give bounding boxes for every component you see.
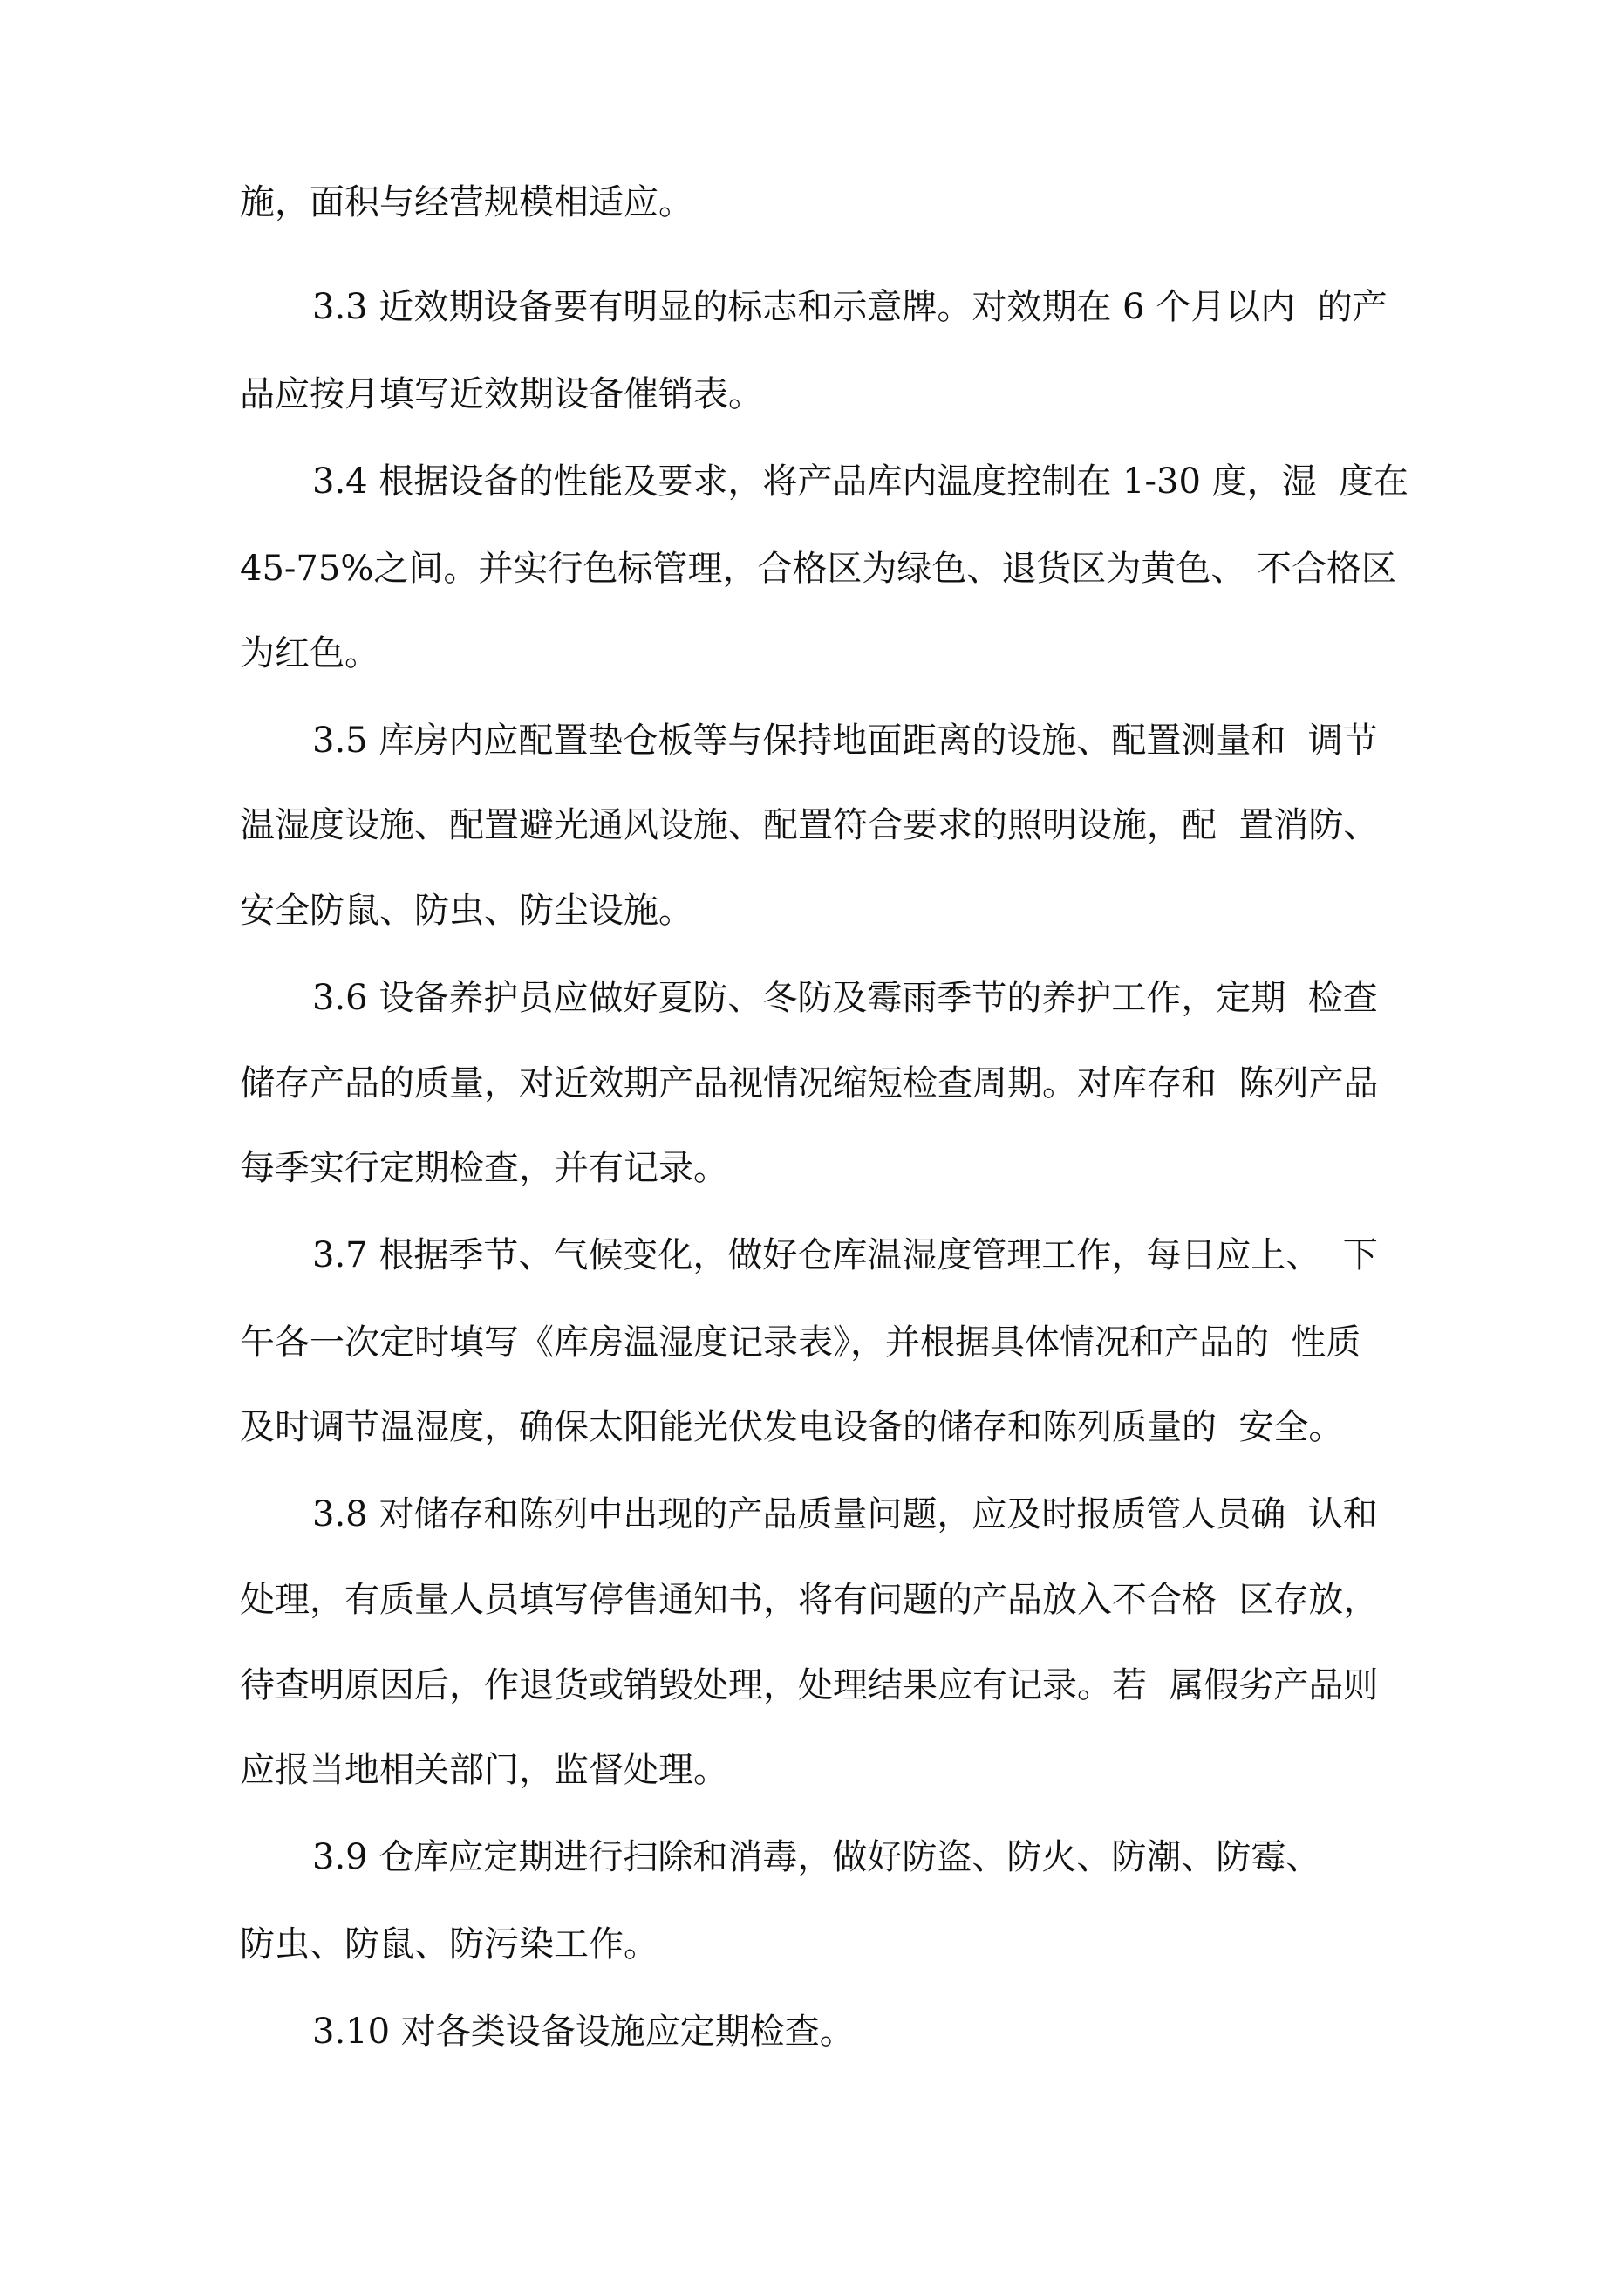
text-line-11: 储存产品的质量，对近效期产品视情况缩短检查周期。对库存和 陈列产品: [240, 1063, 1379, 1104]
text-line-20: 3.9 仓库应定期进行扫除和消毒，做好防盗、防火、防潮、防霉、: [312, 1837, 1321, 1877]
text-line-8: 温湿度设施、配置避光通风设施、配置符合要求的照明设施，配 置消防、: [240, 805, 1379, 845]
text-line-18: 待查明原因后，作退货或销毁处理，处理结果应有记录。若 属假劣产品则: [240, 1665, 1379, 1705]
text-line-15: 及时调节温湿度，确保太阳能光伏发电设备的储存和陈列质量的 安全。: [240, 1407, 1344, 1447]
text-line-4: 3.4 根据设备的性能及要求，将产品库内温度控制在 1-30 度，湿 度在: [312, 461, 1409, 502]
text-line-21: 防虫、防鼠、防污染工作。: [240, 1924, 658, 1965]
text-line-16: 3.8 对储存和陈列中出现的产品质量问题，应及时报质管人员确 认和: [312, 1494, 1378, 1534]
text-line-10: 3.6 设备养护员应做好夏防、冬防及霉雨季节的养护工作，定期 检查: [312, 978, 1378, 1018]
text-line-17: 处理，有质量人员填写停售通知书，将有问题的产品放入不合格 区存放，: [240, 1580, 1379, 1620]
text-line-7: 3.5 库房内应配置垫仓板等与保持地面距离的设施、配置测量和 调节: [312, 721, 1378, 761]
text-line-9: 安全防鼠、防虫、防尘设施。: [240, 891, 693, 931]
text-line-5: 45-75%之间。并实行色标管理，合格区为绿色、退货区为黄色、 不合格区: [240, 549, 1397, 589]
text-line-6: 为红色。: [240, 633, 379, 673]
text-line-22: 3.10 对各类设备设施应定期检查。: [312, 2012, 855, 2052]
text-line-19: 应报当地相关部门，监督处理。: [240, 1750, 728, 1790]
text-line-14: 午各一次定时填写《库房温湿度记录表》，并根据具体情况和产品的 性质: [240, 1322, 1361, 1363]
text-line-2: 3.3 近效期设备要有明显的标志和示意牌。对效期在 6 个月以内 的产: [312, 287, 1388, 327]
text-line-13: 3.7 根据季节、气候变化，做好仓库温湿度管理工作，每日应上、 下: [312, 1235, 1378, 1275]
text-line-3: 品应按月填写近效期设备催销表。: [240, 374, 763, 414]
text-line-12: 每季实行定期检查，并有记录。: [240, 1148, 728, 1188]
text-line-1: 施，面积与经营规模相适应。: [240, 182, 693, 222]
